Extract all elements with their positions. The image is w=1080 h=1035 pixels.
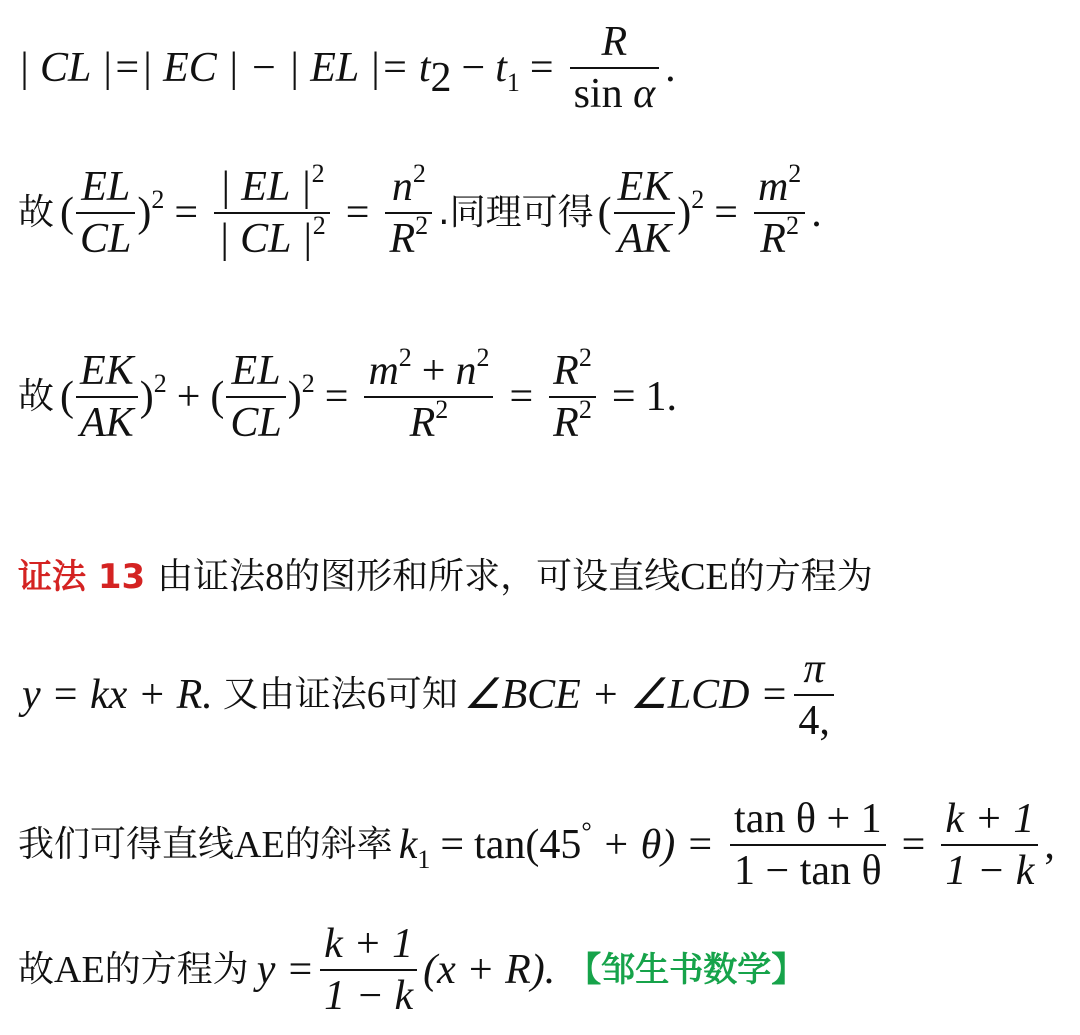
proof-intro-text: 由证法 xyxy=(157,556,266,597)
period: . xyxy=(665,45,676,91)
result-value: 1. xyxy=(645,374,677,420)
equation-line-2 xyxy=(18,158,822,268)
fraction-denominator: sin α xyxy=(573,71,656,117)
open-paren: ( xyxy=(60,374,75,420)
y-equals: y = xyxy=(256,947,315,993)
tan-expression: tan(45° + θ) = xyxy=(474,817,715,868)
similarly-text: .同理可得 xyxy=(438,192,594,233)
equals-sign: = xyxy=(440,822,465,868)
equation-line-5 xyxy=(22,640,840,750)
ek-over-ak-fraction: $\frac{EK}{AK}$ xyxy=(614,166,676,260)
t1-symbol: $t_1$ xyxy=(495,45,520,97)
m2-plus-n2-over-r2-fraction: $\frac{m^2 + n^2}{R^2}$ xyxy=(364,350,493,444)
line-ae-label: AE xyxy=(234,824,285,866)
n2-over-r2-fraction: $\frac{n^2}{R^2}$ xyxy=(385,166,432,260)
equation-line-7 xyxy=(18,915,805,1025)
el-over-cl-fraction: $\frac{EL}{CL}$ xyxy=(76,166,135,260)
close-paren: )$^2$ xyxy=(139,369,167,420)
close-paren: )$^2$ xyxy=(677,185,705,236)
equals-sign: = xyxy=(509,374,534,420)
proof-intro-text-3: 的方程为 xyxy=(728,556,873,597)
proof-text: 又由证法 xyxy=(222,674,367,715)
line-ce-equation: y = kx + R. xyxy=(22,672,213,718)
equals-sign: = xyxy=(714,190,738,236)
el-over-cl-fraction: $\frac{EL}{CL}$ xyxy=(226,350,285,444)
ek-over-ak-fraction: $\frac{EK}{AK}$ xyxy=(76,350,138,444)
method-number: 8 xyxy=(265,556,285,598)
therefore-text: 故 xyxy=(18,376,55,417)
r-over-sin-alpha-fraction xyxy=(570,21,660,115)
equals-sign: = xyxy=(529,45,554,91)
therefore-text: 故 xyxy=(18,949,55,990)
equation-text: 的方程为 xyxy=(104,949,249,990)
equals-sign: = xyxy=(345,190,370,236)
proof-method-heading: 证法 13 xyxy=(18,557,146,597)
close-paren: )$^2$ xyxy=(137,185,165,236)
open-paren: ( xyxy=(597,190,612,236)
el-abs-over-cl-abs-fraction: $\frac{| EL |^2}{| CL |^2}$ xyxy=(214,166,330,260)
line-ae-label: AE xyxy=(54,949,105,991)
equals-sign: = xyxy=(324,374,349,420)
proof-heading-line xyxy=(18,552,873,602)
proof-intro-text-2: 的图形和所求，可设直线 xyxy=(284,556,681,597)
k-plus-1-over-1-minus-k-fraction: $\frac{k + 1}{1 - k}$ xyxy=(320,923,417,1017)
slope-text: 的斜率 xyxy=(284,824,393,865)
equation-line-1 xyxy=(18,18,676,118)
x-plus-r-expression: (x + R). xyxy=(423,947,556,993)
minus-sign: − xyxy=(461,45,486,91)
method-number: 6 xyxy=(366,674,386,716)
k1-symbol: $k_1$ xyxy=(398,822,431,874)
equation-line-6 xyxy=(18,790,1055,900)
proof-text-2: 可知 xyxy=(385,674,458,715)
open-paren: ( xyxy=(210,374,225,420)
equals-sign: = xyxy=(901,822,926,868)
brand-watermark: 【邹生书数学】 xyxy=(567,950,806,990)
cl-ec-el-expression: | CL |=| EC | − | EL |= xyxy=(18,45,409,91)
line-ce-label: CE xyxy=(680,556,729,598)
proof-text: 我们可得直线 xyxy=(18,824,235,865)
t2-symbol: $t_2$ xyxy=(418,45,452,101)
r2-over-r2-fraction: $\frac{R^2}{R^2}$ xyxy=(549,350,596,444)
equals-sign: = xyxy=(611,374,636,420)
equation-line-3 xyxy=(18,342,677,452)
period: . xyxy=(811,190,822,236)
m2-over-r2-fraction: $\frac{m^2}{R^2}$ xyxy=(754,166,805,260)
tan-theta-fraction: $\frac{\text{tan θ + 1}}{\text{1 − tan θ}}$ xyxy=(730,798,886,892)
pi-over-4-fraction: $\frac{\pi}{4,}$ xyxy=(794,648,834,742)
fraction-numerator: R xyxy=(601,19,628,65)
plus-sign: + xyxy=(176,374,201,420)
equals-sign: = xyxy=(174,190,199,236)
open-paren: ( xyxy=(60,190,75,236)
k-plus-1-over-1-minus-k-fraction: $\frac{k + 1}{1 - k}$ xyxy=(941,798,1038,892)
therefore-text: 故 xyxy=(18,192,55,233)
close-paren: )$^2$ xyxy=(287,369,315,420)
comma: , xyxy=(1044,822,1055,868)
angle-sum-expression: ∠BCE + ∠LCD = xyxy=(463,672,789,718)
